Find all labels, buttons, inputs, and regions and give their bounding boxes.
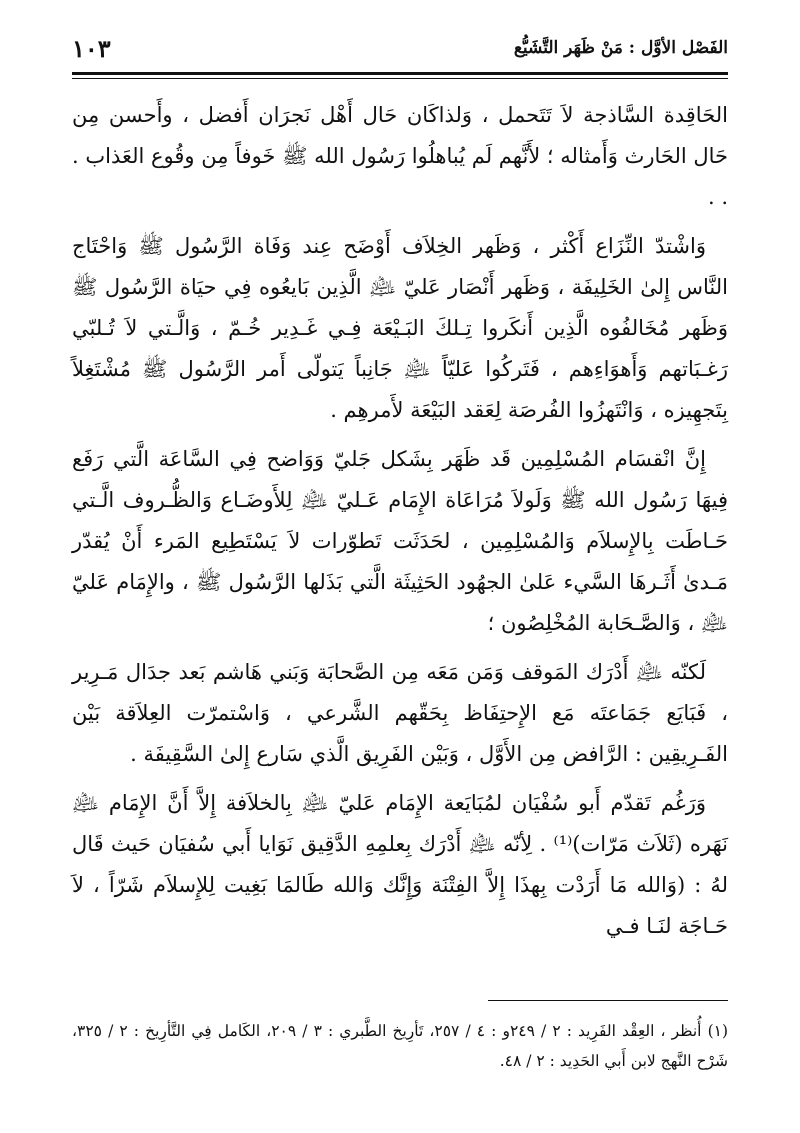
paragraph-5: وَرَغُم تَقدّم أَبو سُفْيَان لمُبَايَعة الإِمَام عَليّ ﵇ بِالخلاَفة إِلاَّ أَنَّ الإِمَام ﵇ نَهَره (ثَلاَث مَرّات)⁽¹⁾ . لِأنّه ﵇ أَدْرَك بِعلمِهِ الدَّقِيق نَوَايا أَبي سُفيَان حَيث قَال لهُ : (وَالله مَا أَرَدْت بِهذَا إِلاَّ الفِتْنَة وَإِنَّك وَالله طَالمَا بَغِيت لِلإِسلاَم شَرّاً ، لاَ حَـاجَة لنَـا فـي xyxy=(72,791,729,938)
footnote: (١) أُنظر ، العِقْد الفَرِيد : ٢ / ٢٤٩و : ٤ / ٢٥٧، تَأرِيخ الطَّبري : ٣ / ٢٠٩، الكَامل فِي التَّأرِيخ : ٢ / ٣٢٥، شَرْح النَّهج لابن أَبي الحَدِيد : ٢ / ٤٨. xyxy=(72,1022,729,1070)
body-text xyxy=(72,95,728,955)
page-header xyxy=(72,30,728,70)
paragraph-2: وَاشْتدّ النِّزَاع أَكْثر ، وَظَهر الخِلاَف أَوْضَح عِند وَفَاة الرَّسُول ﷺ وَاحْتَاج النَّاس إِلىٰ الخَلِيفَة ، وَظَهر أَنْصَار عَليّ ﵇ الَّذِين بَايعُوه فِي حيَاة الرَّسُول ﷺ وَظَهر مُخَالفُوه الَّذِين أَنكَروا تِـلكَ البَـيْعَة فِـي غَـدِير خُـمّ ، وَالَّـتي لاَ تُـلبّي رَغـبَاتهم وَأَهوَاءِهم ، فَتَركُوا عَليّاً ﵇ جَانِباً يَتولّى أَمر الرَّسُول ﷺ مُشْتَغِلاً بِتَجهِيزه ، وَانْتَهزُوا الفُرصَة لِعَقد البَيْعَة لأَمرهِم . xyxy=(72,234,728,422)
footnote-separator xyxy=(488,1000,728,1001)
header-rule-thin xyxy=(72,78,728,79)
header-rule-thick xyxy=(72,72,728,75)
paragraph-3: إِنَّ انْقسَام المُسْلِمِين قَد ظَهَر بِشَكل جَليّ وَوَاضح فِي السَّاعَة الَّتي رَفَع فِيهَا رَسُول الله ﷺ وَلَولاَ مُرَاعَاة الإِمَام عَـليّ ﵇ لِلأَوضَـاع وَالظُّـروف الَّـتي حَـاطَت بِالإِسلاَم وَالمُسْلِمِين ، لحَدَثَت تَطوّرات لاَ يَسْتَطِيع المَرء أَنْ يُقدّر مَـدىٰ أَثَـرهَا السَّيء عَلىٰ الجهُود الحَثِيثَة الَّتي بَذَلها الرَّسُول ﷺ ، والإِمَام عَليّ ﵇ ، وَالصَّـحَابة المُخْلِصُون ؛ xyxy=(72,447,728,635)
paragraph-1: الحَاقِدة السَّاذجة لاَ تَتَحمل ، وَلذاكَان حَال أَهْل نَجرَان أَفضل ، وأَحسن مِن حَال الحَارث وَأَمثاله ؛ لأَنَّهم لَم يُباهلُوا رَسُول الله ﷺ خَوفاً مِن وقُوع العَذاب . . . xyxy=(71,103,728,209)
paragraph-4: لَكنّه ﵇ أَدْرَك المَوقف وَمَن مَعَه مِن الصَّحابَة وَبَني هَاشم بَعد جدَال مَـرِير ، فَبَايَع جَمَاعتَه مَع الإِحتِفَاظ بِحَقّهم الشَّرعي ، وَاسْتمرّت العِلاَقة بَيْن الفَـرِيقِين : الرَّافض مِن الأَوَّل ، وَبَيْن الفَرِيق الَّذي سَارع إِلىٰ السَّقِيفَة . xyxy=(72,660,728,766)
running-head: الفَصْل الأوَّل : مَنْ ظَهَر التَّشَيُّع xyxy=(513,38,728,58)
page-number: ١٠٣ xyxy=(72,34,111,63)
